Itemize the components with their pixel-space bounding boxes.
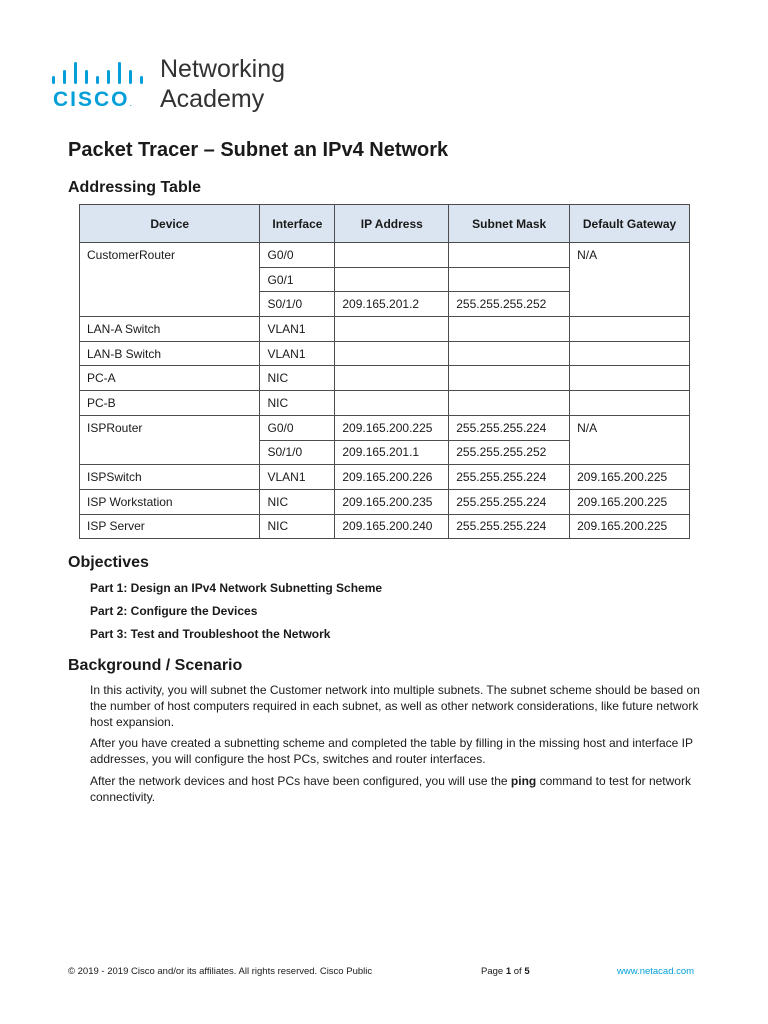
cell-gateway: 209.165.200.225 — [570, 465, 690, 490]
footer-copyright: © 2019 - 2019 Cisco and/or its affiliates. All rights reserved. Cisco Public — [68, 966, 373, 977]
cell-mask: 255.255.255.224 — [449, 465, 570, 490]
table-row — [80, 391, 690, 416]
cell-interface: VLAN1 — [260, 317, 335, 342]
cell-device: LAN-B Switch — [80, 341, 260, 366]
objective-part-1: Part 1: Design an IPv4 Network Subnetting Scheme — [90, 581, 383, 595]
cell-ip: 209.165.200.225 — [335, 415, 449, 440]
cell-interface: VLAN1 — [260, 341, 335, 366]
cell-ip: 209.165.201.1 — [335, 440, 449, 465]
objectives-heading: Objectives — [68, 554, 149, 571]
header-device: Device — [80, 205, 260, 243]
cisco-bridge-icon — [52, 62, 140, 84]
table-row — [80, 341, 690, 366]
cell-mask: 255.255.255.224 — [449, 415, 570, 440]
logo-networking: Networking — [160, 55, 286, 83]
cell-ip: 209.165.201.2 — [335, 292, 449, 317]
cell-ip: 209.165.200.240 — [335, 514, 449, 539]
cell-mask — [449, 317, 570, 342]
cell-interface: S0/1/0 — [260, 440, 335, 465]
cell-interface: VLAN1 — [260, 465, 335, 490]
cell-mask: 255.255.255.224 — [449, 514, 570, 539]
cell-mask — [449, 341, 570, 366]
footer-netacad-link[interactable]: www.netacad.com — [617, 966, 695, 977]
table-row — [80, 317, 690, 342]
table-row — [80, 465, 690, 490]
ping-command: ping — [510, 774, 537, 788]
cell-mask: 255.255.255.224 — [449, 489, 570, 514]
cisco-networking-academy-logo — [52, 55, 312, 118]
header-ip-address: IP Address — [335, 205, 449, 243]
cell-interface: G0/1 — [260, 267, 335, 292]
cell-ip — [335, 366, 449, 391]
cell-device: PC-B — [80, 391, 260, 416]
logo-academy: Academy — [160, 85, 265, 113]
cell-mask — [449, 366, 570, 391]
background-paragraph-3: After the network devices and host PCs have been configured, you will use the ping command to test for network connectivity. — [90, 774, 691, 804]
cell-device: PC-A — [80, 366, 260, 391]
table-row — [80, 514, 690, 539]
cell-ip: 209.165.200.226 — [335, 465, 449, 490]
cell-device: ISPSwitch — [80, 465, 260, 490]
table-row — [80, 489, 690, 514]
cell-ip — [335, 391, 449, 416]
cell-gateway: N/A — [570, 415, 690, 464]
cell-interface: G0/0 — [260, 415, 335, 440]
cell-device: CustomerRouter — [80, 243, 260, 317]
cell-gateway — [570, 391, 690, 416]
cell-ip — [335, 341, 449, 366]
header-interface: Interface — [260, 205, 335, 243]
cell-gateway: 209.165.200.225 — [570, 514, 690, 539]
cell-gateway — [570, 317, 690, 342]
objective-part-3: Part 3: Test and Troubleshoot the Network — [90, 627, 331, 641]
cell-interface: S0/1/0 — [260, 292, 335, 317]
cell-interface: NIC — [260, 366, 335, 391]
header-default-gateway: Default Gateway — [570, 205, 690, 243]
cell-mask — [449, 391, 570, 416]
cell-mask: 255.255.255.252 — [449, 292, 570, 317]
addressing-table-heading: Addressing Table — [68, 179, 202, 196]
objective-part-2: Part 2: Configure the Devices — [90, 604, 258, 618]
background-paragraph-1: In this activity, you will subnet the Customer network into multiple subnets. The subnet scheme should be based on the number of host computers required in each subnet, as well as other network considerations, like future network host expansion. — [90, 683, 700, 729]
cell-device: LAN-A Switch — [80, 317, 260, 342]
cell-device: ISP Server — [80, 514, 260, 539]
table-row — [80, 243, 690, 268]
cell-interface: NIC — [260, 514, 335, 539]
cell-ip — [335, 243, 449, 268]
table-row — [80, 415, 690, 440]
background-paragraph-2: After you have created a subnetting scheme and completed the table by filling in the missing host and interface IP addresses, you will configure the host PCs, switches and router interfaces. — [90, 736, 693, 766]
cell-device: ISP Workstation — [80, 489, 260, 514]
background-scenario-heading: Background / Scenario — [68, 657, 243, 674]
cell-device: ISPRouter — [80, 415, 260, 464]
cell-mask — [449, 267, 570, 292]
cell-mask: 255.255.255.252 — [449, 440, 570, 465]
table-row — [80, 366, 690, 391]
cell-gateway: 209.165.200.225 — [570, 489, 690, 514]
cell-ip — [335, 267, 449, 292]
table-header-row — [80, 205, 690, 243]
cell-interface: G0/0 — [260, 243, 335, 268]
cell-interface: NIC — [260, 489, 335, 514]
addressing-table — [79, 204, 690, 539]
document-title: Packet Tracer – Subnet an IPv4 Network — [68, 139, 449, 161]
cell-ip — [335, 317, 449, 342]
footer-page-number: Page 1 of 5 — [481, 966, 530, 977]
cell-gateway: N/A — [570, 243, 690, 317]
cell-gateway — [570, 366, 690, 391]
header-subnet-mask: Subnet Mask — [449, 205, 570, 243]
cell-ip: 209.165.200.235 — [335, 489, 449, 514]
cell-interface: NIC — [260, 391, 335, 416]
cell-mask — [449, 243, 570, 268]
cell-gateway — [570, 341, 690, 366]
cisco-wordmark: CISCO. — [53, 88, 133, 111]
